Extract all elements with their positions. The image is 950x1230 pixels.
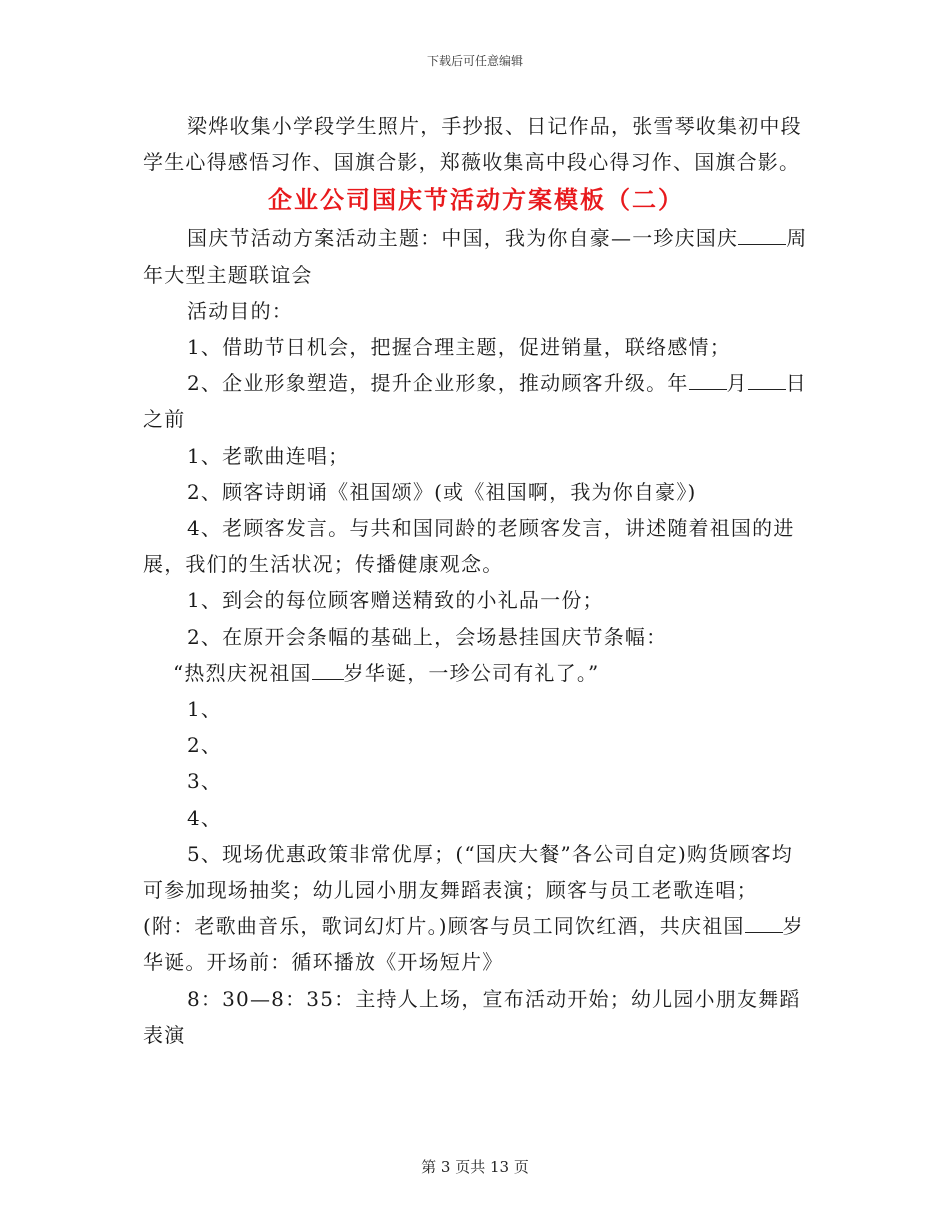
slogan-text-b: 岁华诞，一珍公司有礼了。” — [343, 660, 600, 685]
paragraph-num-1: 1、 — [187, 697, 223, 722]
theme-text-end: 周年大型主题联谊会 — [143, 226, 808, 287]
paragraph-item-1: 1、借助节日机会，把握合理主题，促进销量，联络感情； — [187, 335, 731, 360]
paragraph-purpose: 活动目的： — [187, 298, 293, 323]
paragraph-theme — [143, 220, 809, 292]
blank-line — [745, 912, 783, 933]
promo-text-b: 岁华诞。开场前：循环播放《开场短片》 — [143, 914, 804, 975]
paragraph-speech: 4、老顾客发言。与共和国同龄的老顾客发言，讲述随着祖国的进展，我们的生活状况；传播健康观念。 — [143, 516, 795, 577]
paragraph-intro: 梁烨收集小学段学生照片，手抄报、日记作品，张雪琴收集初中段学生心得感悟习作、国旗合影，郑薇收集高中段心得习作、国旗合影。 — [143, 114, 802, 175]
paragraph-banner: 2、在原开会条幅的基础上，会场悬挂国庆节条幅： — [187, 624, 668, 649]
item2-text-c: 日之前 — [143, 371, 807, 432]
paragraph-schedule: 8：30—8：35：主持人上场，宣布活动开始；幼儿园小朋友舞蹈表演 — [143, 986, 801, 1047]
section-title: 企业公司国庆节活动方案模板（二） — [268, 185, 684, 215]
slogan-text-a: “热烈庆祝祖国 — [173, 660, 312, 685]
item2-text-b: 月 — [726, 371, 748, 396]
item2-text-a: 2、企业形象塑造，提升企业形象，推动顾客升级。年 — [187, 371, 689, 396]
page-header: 下载后可任意编辑 — [426, 54, 523, 68]
document-body — [143, 108, 809, 1053]
blank-line — [748, 369, 786, 390]
promo-text-a: 5、现场优惠政策非常优厚；(“国庆大餐”各公司自定)购货顾客均可参加现场抽奖；幼儿园小朋友舞蹈表演；顾客与员工老歌连唱；(附：老歌曲音乐，歌词幻灯片。)顾客与员工同饮红酒，共庆祖国 — [143, 841, 793, 939]
blank-line — [738, 224, 786, 245]
blank-line — [689, 369, 727, 390]
paragraph-song: 1、老歌曲连唱； — [187, 443, 350, 468]
paragraph-num-3: 3、 — [187, 769, 223, 794]
paragraph-promo — [143, 836, 809, 981]
blank-line — [312, 659, 344, 680]
theme-text: 国庆节活动方案活动主题：中国，我为你自豪—一珍庆国庆 — [187, 226, 739, 251]
paragraph-poem: 2、顾客诗朗诵《祖国颂》(或《祖国啊，我为你自豪》) — [187, 479, 697, 504]
paragraph-item-2 — [143, 365, 809, 437]
page-footer: 第 3 页共 13 页 — [421, 1158, 529, 1176]
paragraph-num-2: 2、 — [187, 733, 223, 758]
paragraph-gift: 1、到会的每位顾客赠送精致的小礼品一份； — [187, 588, 604, 613]
paragraph-slogan — [143, 655, 809, 691]
paragraph-num-4: 4、 — [187, 805, 223, 830]
